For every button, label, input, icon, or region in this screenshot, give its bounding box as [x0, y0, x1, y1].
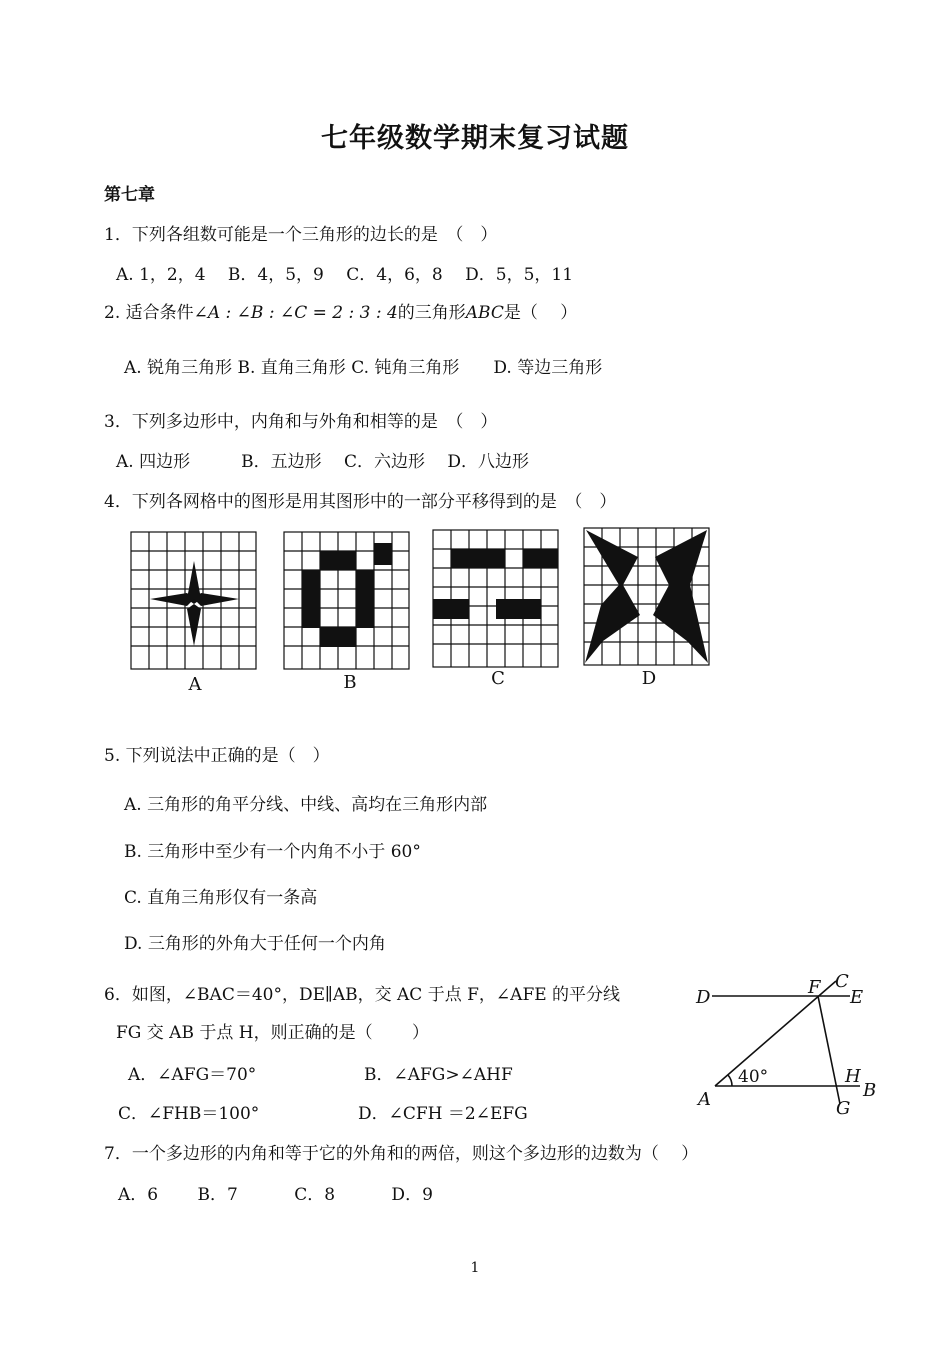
- question-6-line-2: FG 交 AB 于点 H，则正确的是（ ）: [116, 1023, 429, 1043]
- question-2-stem: [104, 298, 577, 323]
- question-5-option-c: C. 直角三角形仅有一条高: [124, 888, 318, 908]
- grid-label-b: B: [343, 672, 357, 693]
- figure-label-e: E: [850, 987, 864, 1008]
- question-1-options: A. 1，2，4 B．4，5，9 C．4，6，8 D．5，5，11: [116, 265, 574, 285]
- grid-figure-b: [283, 531, 411, 671]
- question-2-triangle: ABC: [465, 303, 504, 323]
- figure-label-g: G: [836, 1098, 851, 1119]
- figure-angle-label: 40°: [738, 1067, 769, 1087]
- question-3-stem: 3．下列多边形中，内角和与外角和相等的是 （ ）: [104, 412, 498, 432]
- question-1-stem: 1．下列各组数可能是一个三角形的边长的是 （ ）: [104, 225, 498, 245]
- question-6-line-1: 6．如图，∠BAC＝40°，DE∥AB，交 AC 于点 F，∠AFE 的平分线: [104, 985, 621, 1005]
- question-6-option-c: C．∠FHB＝100°: [118, 1104, 260, 1124]
- question-2-condition: ∠A : ∠B : ∠C = 2 : 3 : 4: [193, 303, 398, 323]
- page-number: 1: [470, 1260, 480, 1276]
- question-7-stem: 7．一个多边形的内角和等于它的外角和的两倍，则这个多边形的边数为（ ）: [104, 1144, 699, 1164]
- figure-label-d: D: [696, 987, 711, 1008]
- figure-label-b: B: [863, 1080, 877, 1101]
- question-5-option-b: B. 三角形中至少有一个内角不小于 60°: [124, 842, 421, 862]
- grid-label-c: C: [491, 668, 505, 689]
- figure-label-h: H: [845, 1066, 861, 1087]
- grid-figure-c: [432, 529, 560, 669]
- question-6-option-d: D．∠CFH ＝2∠EFG: [358, 1104, 528, 1124]
- page-title: 七年级数学期末复习试题: [321, 123, 629, 154]
- question-6-figure: [690, 965, 890, 1125]
- question-2-suffix: 的三角形: [397, 303, 466, 323]
- question-4-stem: 4．下列各网格中的图形是用其图形中的一部分平移得到的是 （ ）: [104, 492, 617, 512]
- question-6-option-b: B．∠AFG>∠AHF: [364, 1065, 513, 1085]
- question-5-stem: 5. 下列说法中正确的是（ ）: [104, 746, 330, 766]
- question-5-option-a: A. 三角形的角平分线、中线、高均在三角形内部: [124, 795, 488, 815]
- grid-figure-a: [130, 531, 258, 671]
- question-2-end: 是（ ）: [503, 303, 578, 323]
- chapter-heading: 第七章: [104, 185, 155, 205]
- question-2-options: A. 锐角三角形 B. 直角三角形 C. 钝角三角形 D. 等边三角形: [124, 358, 603, 378]
- question-7-options: A．6 B．7 C．8 D．9: [118, 1185, 433, 1205]
- question-2-prefix: 2. 适合条件: [104, 303, 194, 323]
- question-6-option-a: A．∠AFG＝70°: [128, 1065, 257, 1085]
- question-5-option-d: D. 三角形的外角大于任何一个内角: [124, 934, 386, 954]
- grid-figure-d: [583, 527, 711, 667]
- grid-label-a: A: [188, 674, 202, 695]
- question-3-options: A. 四边形 B．五边形 C．六边形 D．八边形: [116, 452, 530, 472]
- figure-label-a: A: [698, 1089, 711, 1110]
- figure-label-c: C: [835, 971, 849, 992]
- figure-label-f: F: [808, 977, 821, 998]
- grid-label-d: D: [641, 668, 657, 689]
